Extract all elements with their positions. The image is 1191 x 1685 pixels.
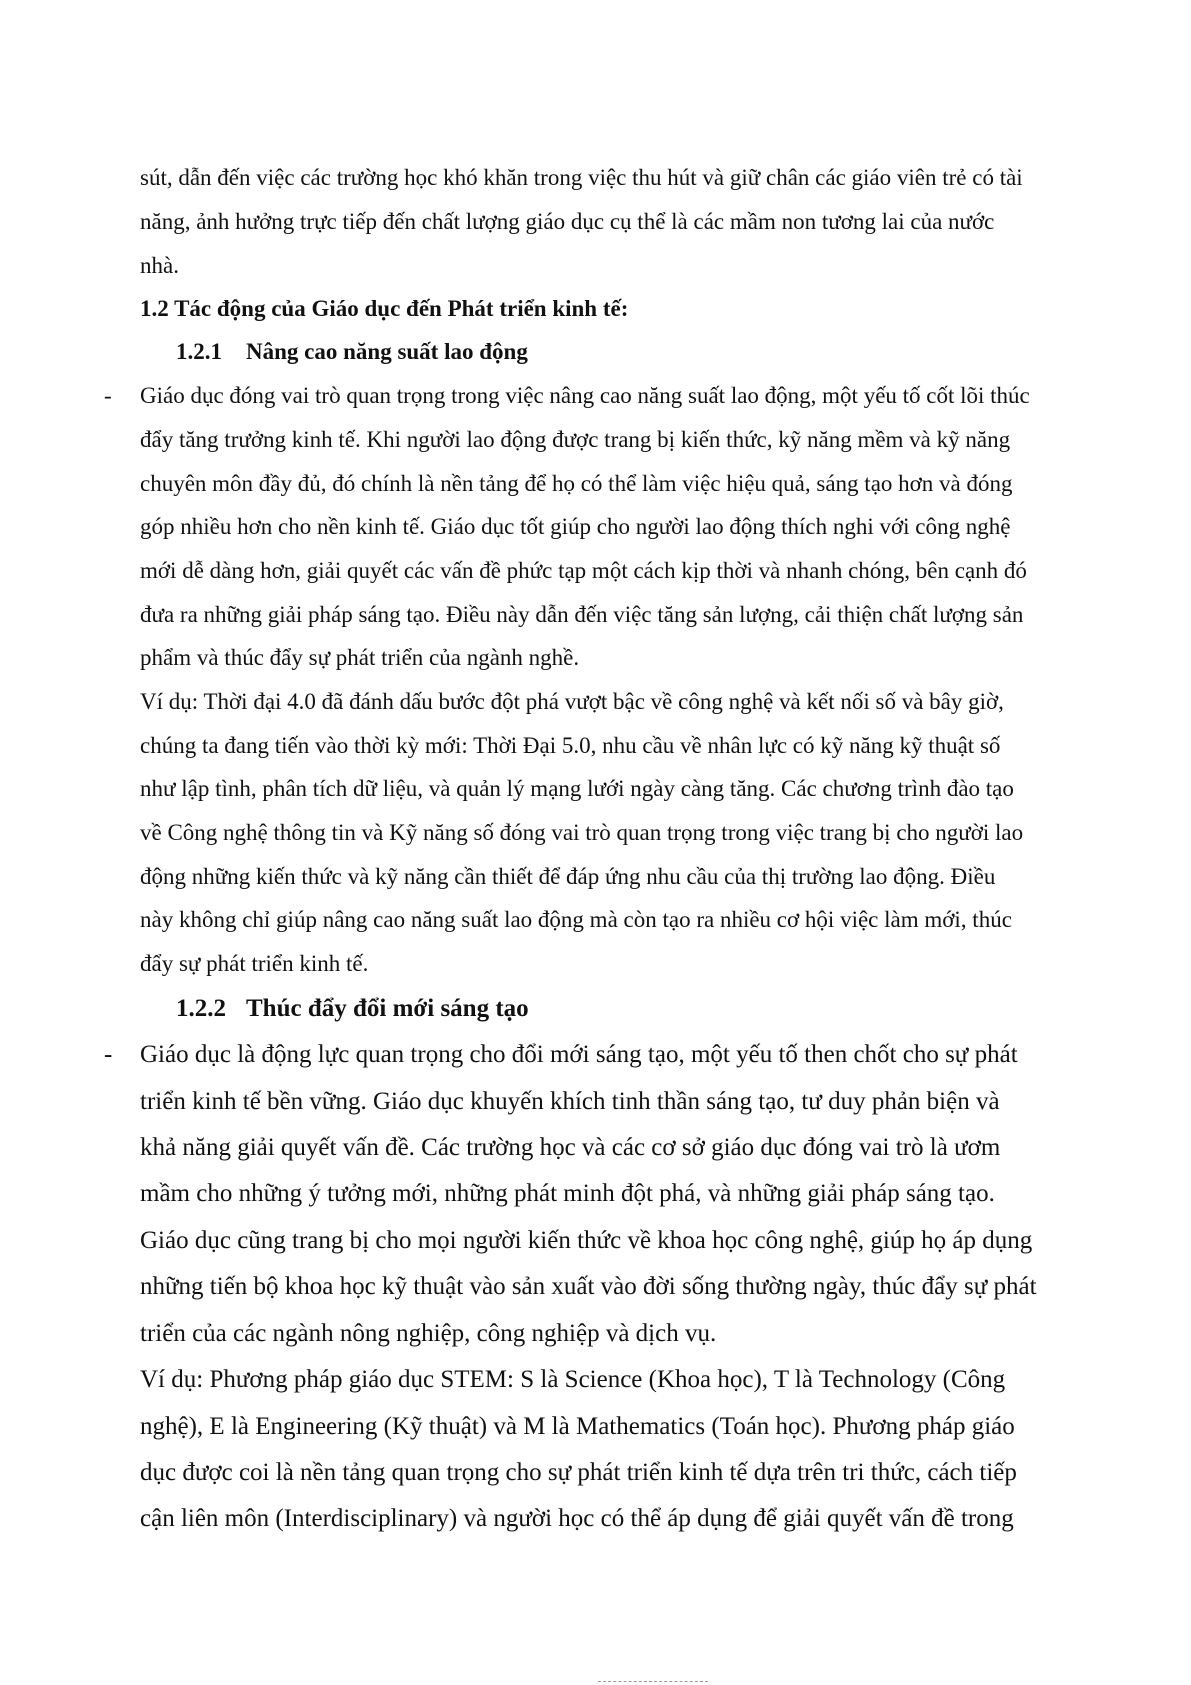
paragraph-line: những tiến bộ khoa học kỹ thuật vào sản xuất vào đời sống thường ngày, thúc đẩy sự phát [140,1273,1037,1300]
paragraph-line: phẩm và thúc đẩy sự phát triển của ngành nghề. [140,645,580,670]
example-line: chúng ta đang tiến vào thời kỳ mới: Thời Đại 5.0, nhu cầu về nhân lực có kỹ năng kỹ thuật số [140,733,1001,758]
paragraph-line: triển của các ngành nông nghiệp, công nghiệp và dịch vụ. [140,1320,717,1347]
intro-line: nhà. [140,253,179,278]
paragraph-line: đưa ra những giải pháp sáng tạo. Điều này dẫn đến việc tăng sản lượng, cải thiện chất lượng sản [140,602,1024,627]
example-line: nghệ), E là Engineering (Kỹ thuật) và M là Mathematics (Toán học). Phương pháp giáo [140,1413,1015,1440]
bullet-dash: - [104,383,112,408]
intro-line: sút, dẫn đến việc các trường học khó khăn trong việc thu hút và giữ chân các giáo viên trẻ có tài [140,165,1023,190]
example-line: Ví dụ: Thời đại 4.0 đã đánh dấu bước đột phá vượt bậc về công nghệ và kết nối số và bây giờ, [140,689,1004,714]
bullet-dash: - [104,1041,113,1068]
example-line: cận liên môn (Interdisciplinary) và người học có thể áp dụng để giải quyết vấn đề trong [140,1505,1014,1532]
example-line: Ví dụ: Phương pháp giáo dục STEM: S là Science (Khoa học), T là Technology (Công [140,1366,1006,1393]
example-line: đẩy sự phát triển kinh tế. [140,951,369,976]
paragraph-line: Giáo dục là động lực quan trọng cho đổi mới sáng tạo, một yếu tố then chốt cho sự phát [140,1041,1018,1068]
example-line: về Công nghệ thông tin và Kỹ năng số đóng vai trò quan trọng trong việc trang bị cho người lao [140,820,1024,845]
section-heading: 1.2 Tác động của Giáo dục đến Phát triển kinh tế: [140,296,629,321]
subsection-title: Nâng cao năng suất lao động [246,339,528,364]
page-footer-rule [598,1681,708,1682]
subsection-title: Thúc đẩy đổi mới sáng tạo [246,995,529,1022]
paragraph-line: triển kinh tế bền vững. Giáo dục khuyến khích tinh thần sáng tạo, tư duy phản biện và [140,1088,1000,1115]
paragraph-line: góp nhiều hơn cho nền kinh tế. Giáo dục tốt giúp cho người lao động thích nghi với công nghệ [140,514,1011,539]
paragraph-line: Giáo dục cũng trang bị cho mọi người kiến thức về khoa học công nghệ, giúp họ áp dụng [140,1227,1033,1254]
example-line: như lập tình, phân tích dữ liệu, và quản lý mạng lưới ngày càng tăng. Các chương trình đào tạo [140,776,1014,801]
paragraph-line: chuyên môn đầy đủ, đó chính là nền tảng để họ có thể làm việc hiệu quả, sáng tạo hơn và đóng [140,471,1013,496]
example-line: động những kiến thức và kỹ năng cần thiết để đáp ứng nhu cầu của thị trường lao động. Điều [140,864,996,889]
paragraph-line: đẩy tăng trưởng kinh tế. Khi người lao động được trang bị kiến thức, kỹ năng mềm và kỹ năng [140,427,1011,452]
paragraph-line: mới dễ dàng hơn, giải quyết các vấn đề phức tạp một cách kịp thời và nhanh chóng, bên cạnh đó [140,558,1027,583]
example-line: dục được coi là nền tảng quan trọng cho sự phát triển kinh tế dựa trên tri thức, cách tiếp [140,1459,1017,1486]
paragraph-line: Giáo dục đóng vai trò quan trọng trong việc nâng cao năng suất lao động, một yếu tố cốt lõi thúc [140,383,1030,408]
paragraph-line: mầm cho những ý tưởng mới, những phát minh đột phá, và những giải pháp sáng tạo. [140,1180,995,1207]
example-line: này không chỉ giúp nâng cao năng suất lao động mà còn tạo ra nhiều cơ hội việc làm mới, thúc [140,907,1012,932]
subsection-heading [176,993,529,1025]
subsection-heading [176,337,528,367]
subsection-number: 1.2.2 [176,995,226,1022]
paragraph-line: khả năng giải quyết vấn đề. Các trường học và các cơ sở giáo dục đóng vai trò là ươm [140,1134,1001,1161]
subsection-number: 1.2.1 [176,339,222,364]
intro-line: năng, ảnh hưởng trực tiếp đến chất lượng giáo dục cụ thể là các mầm non tương lai của nước [140,209,995,234]
